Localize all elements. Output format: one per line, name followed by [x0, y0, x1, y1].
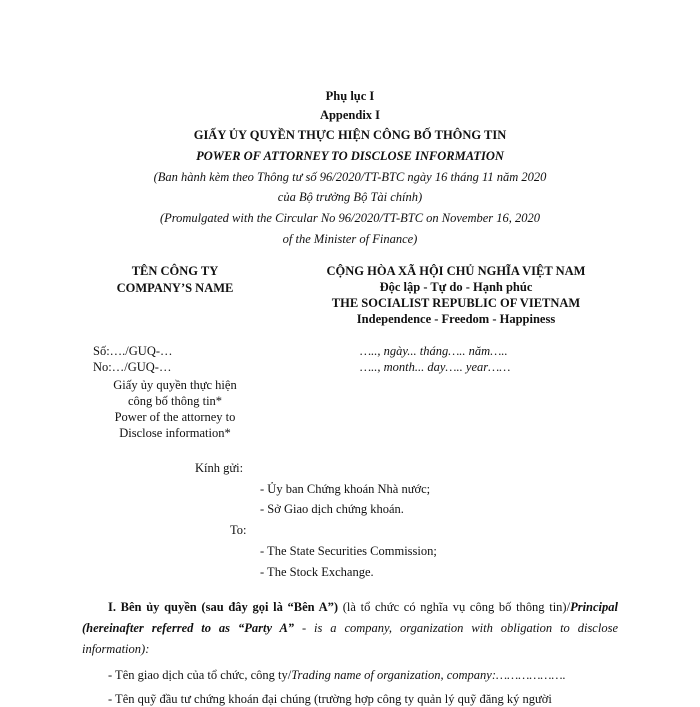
section-i-heading-vi: I. Bên ủy quyền (sau đây gọi là “Bên A”) — [108, 600, 339, 614]
document-date-vi: ….., ngày... tháng….. năm….. — [360, 344, 508, 358]
republic-motto-vi: Độc lập - Tự do - Hạnh phúc — [379, 280, 533, 294]
document-number-vi: Số:…./GUQ-… — [93, 344, 173, 358]
issued-note-en-line1: (Promulgated with the Circular No 96/2020/TT-BTC on November 16, 2020 — [159, 211, 541, 225]
section-i-text-vi: (là tổ chức có nghĩa vụ công bố thông tin)/ — [338, 600, 571, 614]
republic-name-vi: CỘNG HÒA XÃ HỘI CHỦ NGHĨA VIỆT NAM — [326, 264, 586, 278]
section-i-paragraph — [82, 597, 618, 660]
republic-motto-en: Independence - Freedom - Happiness — [356, 312, 556, 326]
section-i-item-trading-name — [108, 667, 566, 683]
issued-note-vi-line1: (Ban hành kèm theo Thông tư số 96/2020/TT-BTC ngày 16 tháng 11 năm 2020 — [153, 170, 547, 184]
subject-vi-line1: Giấy ủy quyền thực hiện — [113, 378, 237, 392]
appendix-label-en: Appendix I — [319, 108, 381, 122]
trading-name-label-en: Trading name of organization, company:………………. — [291, 668, 566, 682]
section-i-item-fund-name: - Tên quỹ đầu tư chứng khoán đại chúng (trường hợp công ty quản lý quỹ đăng ký người — [108, 692, 552, 706]
addressee-label-en: To: — [230, 523, 247, 537]
issued-note-en-line2: of the Minister of Finance) — [282, 232, 418, 246]
issued-note-vi-line2: của Bộ trưởng Bộ Tài chính) — [277, 190, 423, 204]
document-title-en: POWER OF ATTORNEY TO DISCLOSE INFORMATION — [196, 149, 504, 163]
company-name-en: COMPANY’S NAME — [116, 281, 234, 295]
addressee-en-exchange: - The Stock Exchange. — [260, 565, 374, 579]
subject-vi-line2: công bố thông tin* — [127, 394, 223, 408]
document-number-en: No:…/GUQ-… — [93, 360, 172, 374]
subject-en-line2: Disclose information* — [119, 426, 231, 440]
trading-name-label-vi: - Tên giao dịch của tổ chức, công ty/ — [108, 668, 292, 682]
section-i-heading-en: Principal (hereinafter referred to as “Party A” — [82, 600, 618, 635]
section-i-text-en: - is a company, organization with obligation to disclose information): — [82, 621, 618, 656]
document-title-vi: GIẤY ỦY QUYỀN THỰC HIỆN CÔNG BỐ THÔNG TIN — [193, 128, 507, 142]
company-name-vi: TÊN CÔNG TY — [131, 264, 219, 278]
subject-en-line1: Power of the attorney to — [114, 410, 236, 424]
appendix-label-vi: Phụ lục I — [325, 89, 375, 103]
addressee-vi-exchange: - Sở Giao dịch chứng khoán. — [260, 502, 404, 516]
addressee-vi-ssc: - Ủy ban Chứng khoán Nhà nước; — [260, 482, 431, 496]
republic-name-en: THE SOCIALIST REPUBLIC OF VIETNAM — [331, 296, 581, 310]
addressee-label-vi: Kính gửi: — [195, 461, 244, 475]
document-date-en: ….., month... day….. year…… — [360, 360, 511, 374]
addressee-en-ssc: - The State Securities Commission; — [260, 544, 437, 558]
